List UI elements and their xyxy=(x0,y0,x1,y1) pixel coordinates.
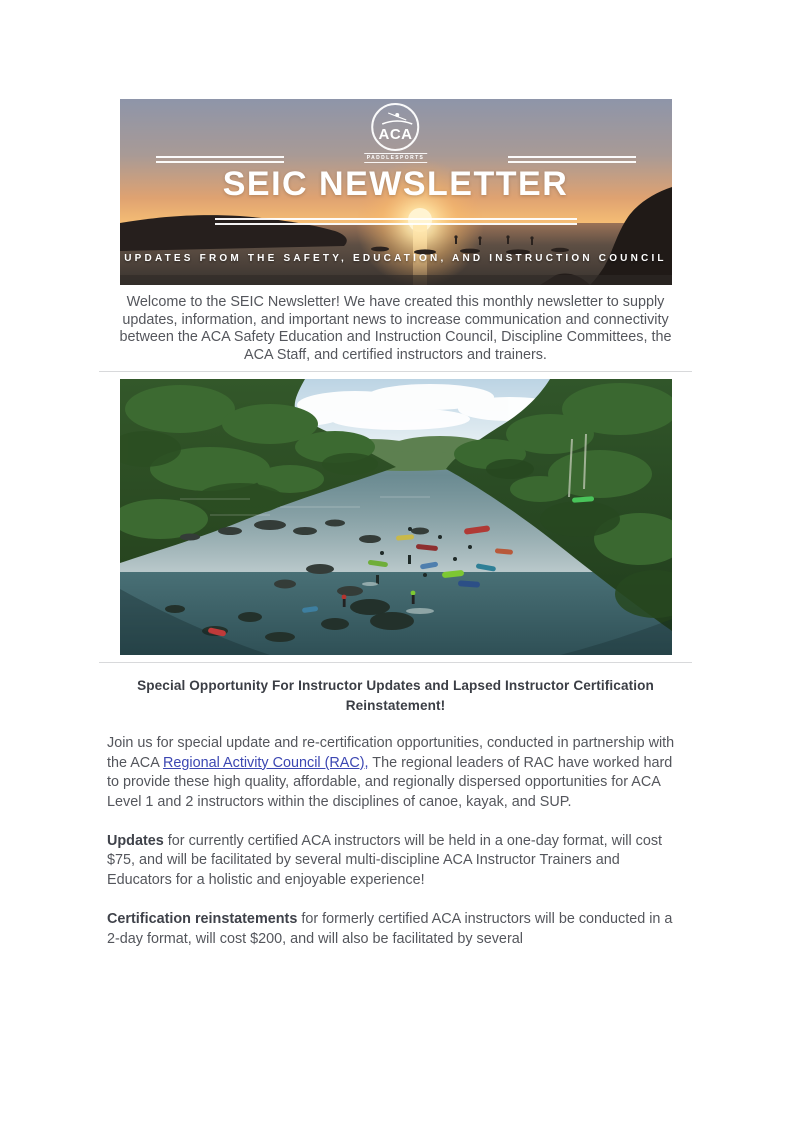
double-rule-bottom xyxy=(215,218,577,225)
divider-bottom xyxy=(99,662,692,663)
banner-title: SEIC NEWSLETTER xyxy=(222,165,569,203)
rac-link[interactable]: Regional Activity Council (RAC), xyxy=(163,754,369,771)
paragraph-updates-lead: Updates xyxy=(107,833,164,849)
paragraph-rac-after-link: The regional leaders of RAC have worked hard to provide these high quality, affordable, and regionally dispersed opportunities for ACA Level 1 and 2 instructors within the disciplines of canoe, kayak, and SUP. xyxy=(107,754,673,810)
double-rule-left xyxy=(156,156,284,163)
intro-paragraph: Welcome to the SEIC Newsletter! We have created this monthly newsletter to supply updates, information, and important news to increase communication and connectivity between the ACA Safety Education and Instruction Council, Discipline Committees, the ACA Staff, and certified instructors and trainers. xyxy=(119,294,672,363)
paragraph-reinstatements-lead: Certification reinstatements xyxy=(107,911,298,928)
kayaker-icon xyxy=(376,109,418,129)
section-heading: Special Opportunity For Instructor Updates and Lapsed Instructor Certification Reinstatement! xyxy=(137,678,654,714)
banner-tagline: UPDATES FROM THE SAFETY, EDUCATION, AND INSTRUCTION COUNCIL xyxy=(124,253,667,264)
aca-logo xyxy=(364,103,428,163)
paragraph-updates xyxy=(107,832,685,890)
double-rule-right xyxy=(508,156,636,163)
logo-acronym: ACA xyxy=(378,126,413,143)
river-photo xyxy=(120,379,672,655)
paragraph-updates-rest: for currently certified ACA instructors will be held in a one-day format, will cost $75, and will be facilitated by several multi-discipline ACA Instructor Trainers and Educators for a holistic and enjoyable experience! xyxy=(107,833,663,888)
divider-top xyxy=(99,371,692,372)
paragraph-rac xyxy=(107,734,685,812)
river-scene xyxy=(120,379,672,655)
paragraph-reinstatements xyxy=(107,910,685,949)
header-banner-image xyxy=(120,99,672,285)
paragraph-rac-before-link: Join us for special update and re-certification opportunities, conducted in partnership with the ACA xyxy=(107,735,675,771)
newsletter-page xyxy=(0,99,791,949)
paragraph-reinstatements-rest: for formerly certified ACA instructors will be conducted in a 2-day format, will cost $200, and will also be facilitated by several xyxy=(107,911,673,947)
logo-subtext: PADDLESPORTS xyxy=(364,153,428,163)
